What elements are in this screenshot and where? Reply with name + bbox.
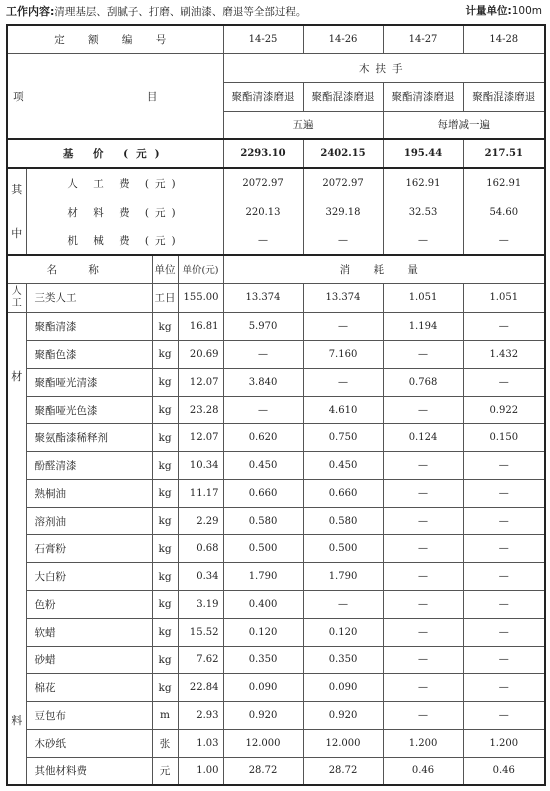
material-value: 5.970 [223, 313, 303, 341]
quota-table [6, 24, 546, 786]
material-unit: kg [152, 535, 178, 563]
material-group-label [7, 313, 26, 785]
material-name: 大白粉 [26, 563, 152, 591]
material-unit: 元 [152, 757, 178, 785]
material-row [7, 535, 545, 563]
labor-price: 155.00 [178, 283, 223, 313]
material-row [7, 757, 545, 785]
material-price: 2.93 [178, 702, 223, 730]
cost-label: 人 工 费 (元) [26, 168, 223, 198]
material-value: — [463, 674, 545, 702]
material-unit: kg [152, 313, 178, 341]
material-value: — [383, 646, 463, 674]
material-unit: 张 [152, 729, 178, 757]
material-value: 1.200 [383, 729, 463, 757]
material-price: 1.00 [178, 757, 223, 785]
material-value: — [383, 702, 463, 730]
material-name: 豆包布 [26, 702, 152, 730]
cost-value: — [383, 226, 463, 255]
material-price: 16.81 [178, 313, 223, 341]
material-value: — [383, 674, 463, 702]
material-unit: kg [152, 674, 178, 702]
material-value: — [463, 368, 545, 396]
code-label: 定 额 编 号 [7, 25, 223, 54]
unit-note [466, 3, 542, 18]
material-unit: kg [152, 507, 178, 535]
material-name: 聚酯色漆 [26, 341, 152, 369]
material-name: 聚酯哑光色漆 [26, 396, 152, 424]
material-row [7, 674, 545, 702]
cost-label: 材 料 费 (元) [26, 198, 223, 227]
material-price: 23.28 [178, 396, 223, 424]
material-group-top: 材 [11, 369, 23, 383]
price-header: 单价(元) [178, 255, 223, 283]
cost-value: 162.91 [463, 168, 545, 198]
cost-value: 54.60 [463, 198, 545, 227]
material-value: 1.194 [383, 313, 463, 341]
material-value: 0.46 [383, 757, 463, 785]
material-value: — [383, 563, 463, 591]
base-price-label: 基 价 (元) [7, 139, 223, 168]
code-cell: 14-25 [223, 25, 303, 54]
material-value: — [463, 702, 545, 730]
material-value: 0.150 [463, 424, 545, 452]
material-row [7, 702, 545, 730]
material-value: — [463, 507, 545, 535]
material-price: 0.68 [178, 535, 223, 563]
among-bottom: 中 [11, 226, 23, 240]
material-value: 0.920 [303, 702, 383, 730]
cost-value: 2072.97 [303, 168, 383, 198]
material-value: 3.840 [223, 368, 303, 396]
material-price: 20.69 [178, 341, 223, 369]
cost-value: 162.91 [383, 168, 463, 198]
material-group-bottom: 料 [11, 713, 23, 727]
base-price: 2402.15 [303, 139, 383, 168]
cost-row [7, 168, 545, 198]
cost-value: — [223, 226, 303, 255]
material-unit: kg [152, 452, 178, 480]
material-row [7, 313, 545, 341]
category-label: 木扶手 [223, 54, 545, 83]
material-unit: kg [152, 563, 178, 591]
material-value: — [383, 479, 463, 507]
labor-value: 13.374 [303, 283, 383, 313]
material-value: 1.790 [303, 563, 383, 591]
material-name: 聚酯哑光清漆 [26, 368, 152, 396]
material-unit: kg [152, 368, 178, 396]
material-value: — [223, 396, 303, 424]
material-unit: kg [152, 479, 178, 507]
material-row [7, 563, 545, 591]
material-price: 22.84 [178, 674, 223, 702]
material-price: 12.07 [178, 424, 223, 452]
base-price: 195.44 [383, 139, 463, 168]
material-value: — [303, 368, 383, 396]
unit-header: 单位 [152, 255, 178, 283]
material-price: 10.34 [178, 452, 223, 480]
unit-value: 100m [511, 5, 542, 17]
material-value: 0.120 [223, 618, 303, 646]
labor-group-label: 人工 [7, 283, 26, 313]
material-value: 0.350 [303, 646, 383, 674]
code-row [7, 25, 545, 54]
base-price-row [7, 139, 545, 168]
code-cell: 14-27 [383, 25, 463, 54]
material-value: 12.000 [303, 729, 383, 757]
material-value: 0.750 [303, 424, 383, 452]
material-value: — [383, 618, 463, 646]
material-value: — [463, 535, 545, 563]
material-name: 其他材料费 [26, 757, 152, 785]
material-value: 7.160 [303, 341, 383, 369]
material-value: 0.124 [383, 424, 463, 452]
material-name: 溶剂油 [26, 507, 152, 535]
material-row [7, 479, 545, 507]
material-value: 0.922 [463, 396, 545, 424]
material-name: 酚醛清漆 [26, 452, 152, 480]
material-value: 0.400 [223, 591, 303, 619]
material-value: — [303, 591, 383, 619]
cost-value: 2072.97 [223, 168, 303, 198]
material-value: — [303, 313, 383, 341]
cost-value: 32.53 [383, 198, 463, 227]
material-value: 0.090 [223, 674, 303, 702]
material-value: — [463, 618, 545, 646]
material-row [7, 424, 545, 452]
material-price: 0.34 [178, 563, 223, 591]
spec-each: 每增减一遍 [383, 111, 545, 139]
material-value: — [383, 591, 463, 619]
material-price: 11.17 [178, 479, 223, 507]
material-row [7, 341, 545, 369]
material-price: 1.03 [178, 729, 223, 757]
material-value: 0.120 [303, 618, 383, 646]
material-name: 聚酯清漆 [26, 313, 152, 341]
material-value: 12.000 [223, 729, 303, 757]
material-unit: m [152, 702, 178, 730]
material-row [7, 368, 545, 396]
material-row [7, 452, 545, 480]
material-unit: kg [152, 646, 178, 674]
material-unit: kg [152, 591, 178, 619]
material-name: 聚氨酯漆稀释剂 [26, 424, 152, 452]
consumption-header: 消 耗 量 [223, 255, 545, 283]
material-value: 0.450 [223, 452, 303, 480]
material-value: 4.610 [303, 396, 383, 424]
material-unit: kg [152, 396, 178, 424]
material-unit: kg [152, 341, 178, 369]
work-content-text: 清理基层、刮腻子、打磨、刷油漆、磨退等全部过程。 [54, 6, 307, 18]
material-row [7, 646, 545, 674]
material-row [7, 618, 545, 646]
material-value: 0.46 [463, 757, 545, 785]
material-value: — [463, 563, 545, 591]
material-value: — [383, 507, 463, 535]
base-price: 2293.10 [223, 139, 303, 168]
material-unit: kg [152, 424, 178, 452]
item-name: 聚酯清漆磨退 [383, 83, 463, 112]
labor-value: 1.051 [383, 283, 463, 313]
material-price: 7.62 [178, 646, 223, 674]
cost-value: 329.18 [303, 198, 383, 227]
material-value: — [463, 479, 545, 507]
material-value: — [383, 341, 463, 369]
material-value: 28.72 [303, 757, 383, 785]
page-header [6, 3, 542, 23]
labor-name: 三类人工 [26, 283, 152, 313]
cost-value: — [463, 226, 545, 255]
material-value: 0.350 [223, 646, 303, 674]
column-header-row [7, 255, 545, 283]
material-value: — [463, 452, 545, 480]
material-value: — [463, 591, 545, 619]
item-name: 聚酯混漆磨退 [463, 83, 545, 112]
material-value: 0.500 [303, 535, 383, 563]
material-value: 1.200 [463, 729, 545, 757]
material-row [7, 507, 545, 535]
labor-row [7, 283, 545, 313]
labor-unit: 工日 [152, 283, 178, 313]
material-row [7, 591, 545, 619]
material-value: 1.790 [223, 563, 303, 591]
material-value: 0.500 [223, 535, 303, 563]
material-name: 砂蜡 [26, 646, 152, 674]
material-value: — [463, 313, 545, 341]
cost-value: 220.13 [223, 198, 303, 227]
code-cell: 14-26 [303, 25, 383, 54]
material-value: 0.580 [303, 507, 383, 535]
labor-value: 13.374 [223, 283, 303, 313]
code-cell: 14-28 [463, 25, 545, 54]
material-row [7, 729, 545, 757]
unit-label: 计量单位: [465, 5, 512, 17]
material-value: — [383, 396, 463, 424]
material-value: 28.72 [223, 757, 303, 785]
name-header: 名 称 [7, 255, 152, 283]
work-content-label: 工作内容: [6, 5, 55, 18]
material-name: 色粉 [26, 591, 152, 619]
material-unit: kg [152, 618, 178, 646]
material-value: 1.432 [463, 341, 545, 369]
material-name: 木砂纸 [26, 729, 152, 757]
material-value: 0.580 [223, 507, 303, 535]
material-value: — [383, 452, 463, 480]
material-row [7, 396, 545, 424]
among-label [7, 168, 26, 255]
material-value: 0.660 [223, 479, 303, 507]
cost-label: 机 械 费 (元) [26, 226, 223, 255]
material-value: 0.450 [303, 452, 383, 480]
material-price: 2.29 [178, 507, 223, 535]
cost-value: — [303, 226, 383, 255]
base-price: 217.51 [463, 139, 545, 168]
material-name: 石膏粉 [26, 535, 152, 563]
material-value: — [383, 535, 463, 563]
item-name: 聚酯混漆磨退 [303, 83, 383, 112]
material-value: — [223, 341, 303, 369]
material-name: 熟桐油 [26, 479, 152, 507]
material-value: 0.768 [383, 368, 463, 396]
item-name: 聚酯清漆磨退 [223, 83, 303, 112]
material-value: 0.920 [223, 702, 303, 730]
material-value: 0.660 [303, 479, 383, 507]
material-value: — [463, 646, 545, 674]
labor-value: 1.051 [463, 283, 545, 313]
material-price: 3.19 [178, 591, 223, 619]
spec-five: 五遍 [223, 111, 383, 139]
material-price: 12.07 [178, 368, 223, 396]
material-name: 棉花 [26, 674, 152, 702]
material-value: 0.620 [223, 424, 303, 452]
cost-row [7, 198, 545, 227]
item-label: 项 目 [7, 54, 223, 139]
material-price: 15.52 [178, 618, 223, 646]
among-top: 其 [11, 182, 23, 196]
material-name: 软蜡 [26, 618, 152, 646]
material-value: 0.090 [303, 674, 383, 702]
cost-row [7, 226, 545, 255]
